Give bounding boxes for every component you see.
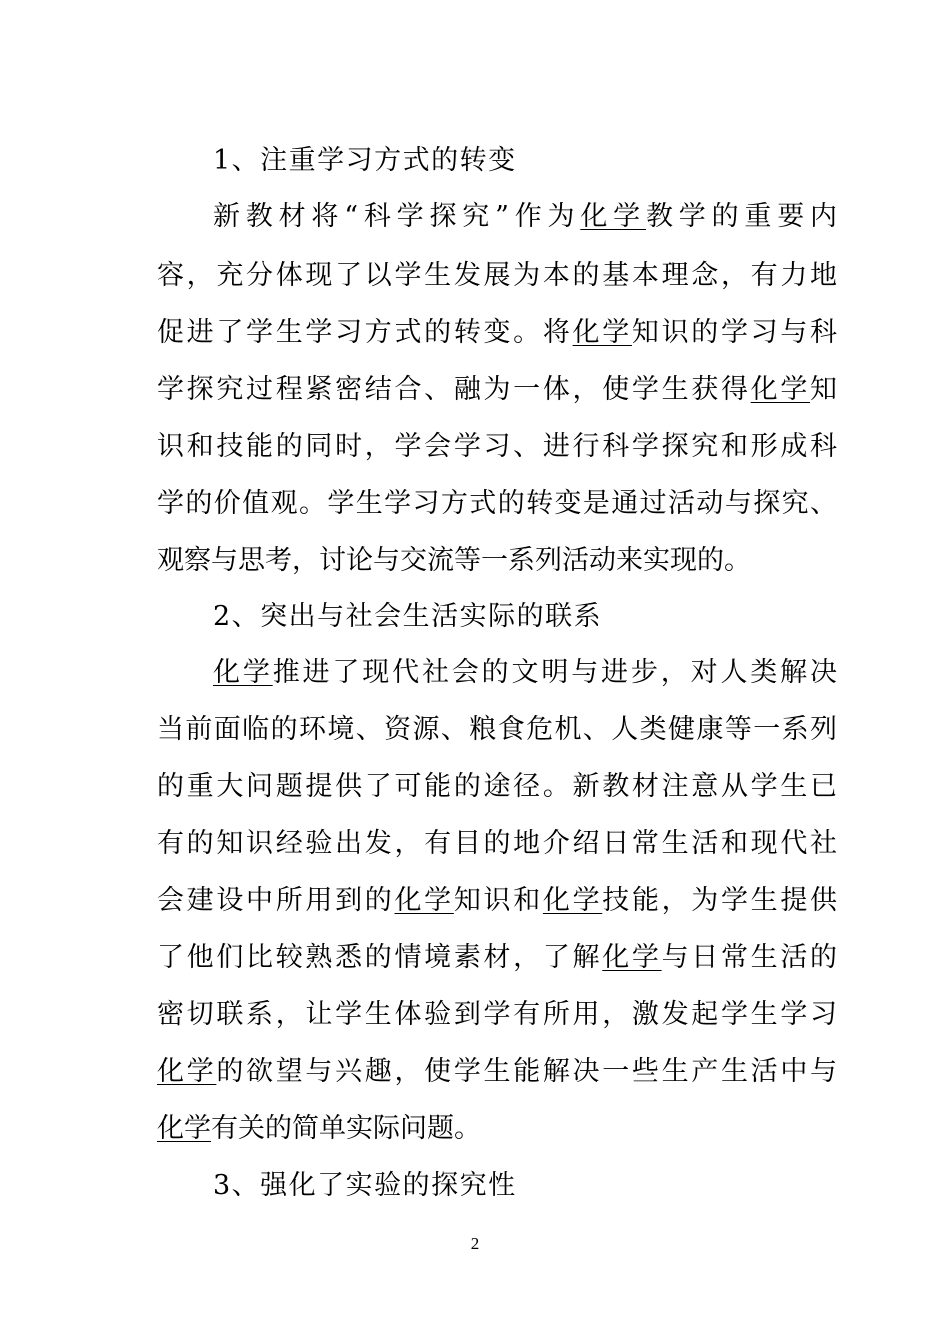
text-line — [157, 1001, 837, 1028]
text-segment: 了他们比较熟悉的情境素材，了解 — [157, 942, 603, 973]
underlined-term: 化学 — [157, 1056, 217, 1087]
text-segment: 的欲望与兴趣，使学生能解决一些生产生活中与 — [216, 1056, 838, 1087]
text-segment: 学的价值观。学生学习方式的转变是通过活动与探究、 — [157, 488, 837, 519]
text-line — [157, 262, 837, 289]
text-line — [157, 1058, 837, 1085]
text-segment: 观察与思考，讨论与交流等一系列活动来实现的。 — [157, 545, 751, 576]
section-heading-3 — [213, 1172, 837, 1199]
text-segment: 密切联系，让学生体验到学有所用，激发起学生学习 — [157, 999, 837, 1030]
underlined-term: 化学 — [394, 885, 454, 916]
text-segment: 促进了学生学习方式的转变。将 — [157, 317, 573, 348]
text-line — [157, 944, 837, 971]
text-line — [213, 203, 837, 230]
text-line — [157, 433, 837, 460]
text-line — [157, 376, 837, 403]
text-line — [157, 773, 837, 800]
text-segment: 知识和 — [453, 885, 543, 916]
underlined-term: 化学 — [580, 201, 646, 232]
text-segment: 与日常生活的 — [661, 942, 838, 973]
underlined-term: 化学 — [750, 374, 811, 405]
text-line — [213, 659, 837, 686]
text-segment: 教学的重要内 — [645, 201, 838, 232]
text-segment: 有的知识经验出发，有目的地介绍日常生活和现代社 — [157, 828, 837, 859]
text-segment: 知 — [810, 374, 838, 405]
text-segment: 识和技能的同时，学会学习、进行科学探究和形成科 — [157, 431, 837, 462]
text-segment: 新教材将“科学探究”作为 — [213, 201, 581, 232]
text-segment: 3、强化了实验的探究性 — [213, 1170, 517, 1201]
text-line — [157, 547, 837, 574]
section-heading-2 — [213, 603, 837, 630]
text-line — [157, 887, 837, 914]
underlined-term: 化学 — [213, 657, 273, 688]
text-segment: 会建设中所用到的 — [157, 885, 395, 916]
text-segment: 有关的简单实际问题。 — [211, 1113, 481, 1144]
text-segment: 1、注重学习方式的转变 — [213, 145, 517, 176]
text-segment: 容，充分体现了以学生发展为本的基本理念，有力地 — [157, 260, 837, 291]
underlined-term: 化学 — [572, 317, 632, 348]
text-segment: 推进了现代社会的文明与进步，对人类解决 — [272, 657, 838, 688]
text-line — [157, 319, 837, 346]
text-segment: 学探究过程紧密结合、融为一体，使学生获得 — [157, 374, 751, 405]
text-line — [157, 1115, 837, 1142]
text-line — [157, 490, 837, 517]
underlined-term: 化学 — [542, 885, 603, 916]
text-segment: 知识的学习与科 — [631, 317, 838, 348]
page-number: 2 — [470, 1234, 480, 1253]
text-line — [157, 830, 837, 857]
section-heading-1 — [213, 147, 837, 174]
text-segment: 2、突出与社会生活实际的联系 — [213, 601, 603, 632]
text-segment: 的重大问题提供了可能的途径。新教材注意从学生已 — [157, 771, 837, 802]
text-segment: 技能，为学生提供 — [602, 885, 838, 916]
underlined-term: 化学 — [157, 1113, 211, 1144]
underlined-term: 化学 — [602, 942, 662, 973]
text-segment: 当前面临的环境、资源、粮食危机、人类健康等一系列 — [157, 714, 837, 745]
text-line — [157, 716, 837, 743]
